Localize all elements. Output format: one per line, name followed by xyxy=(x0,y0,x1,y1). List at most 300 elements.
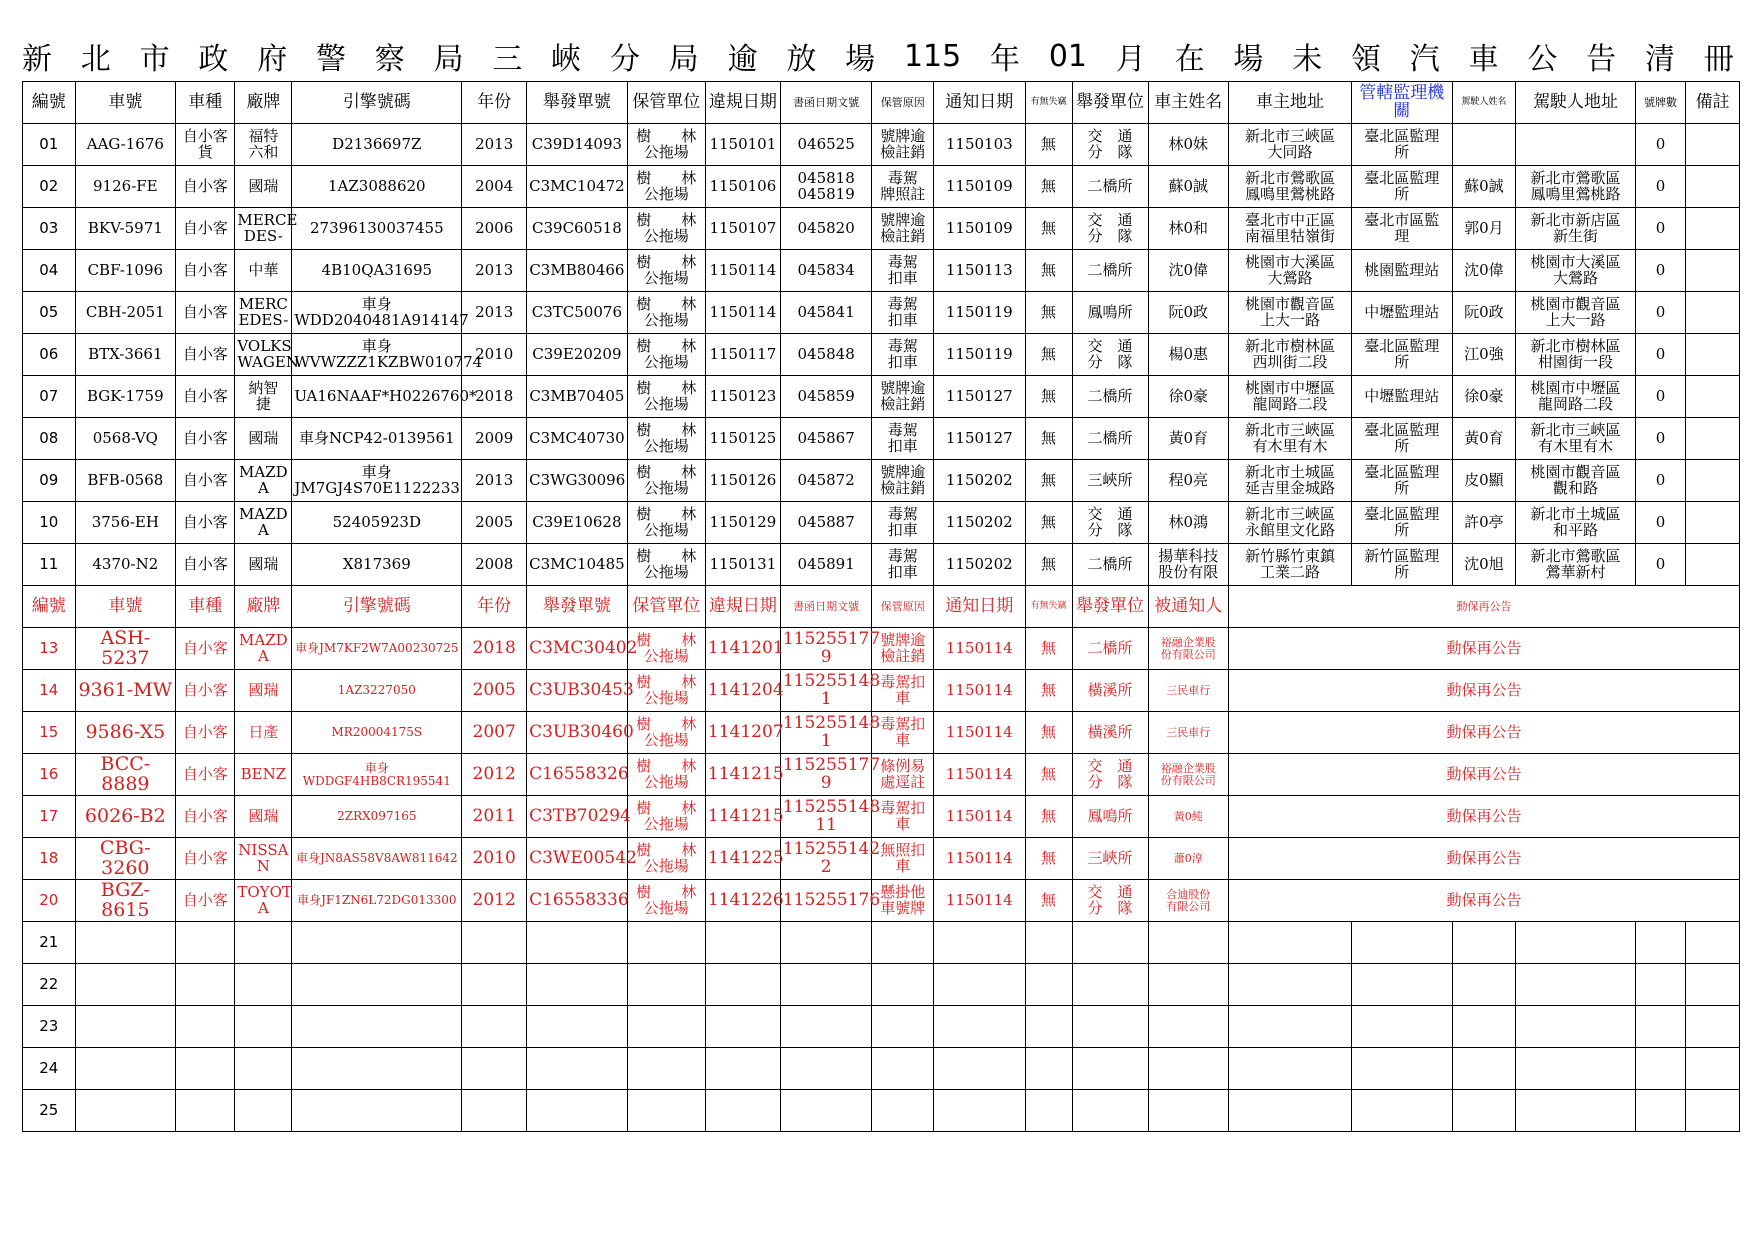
table-cell xyxy=(462,1048,527,1090)
table-cell: 0 xyxy=(1635,250,1685,292)
table-cell xyxy=(292,1006,462,1048)
table-cell: 臺北區監理 所 xyxy=(1351,502,1452,544)
table-cell: 車身 WDD2040481A914147 xyxy=(292,292,462,334)
table-cell: 自小客 xyxy=(176,796,235,838)
table-cell: 新竹縣竹東鎮 工業二路 xyxy=(1229,544,1352,586)
table-cell: 1AZ3088620 xyxy=(292,166,462,208)
table-cell: 舉發單號 xyxy=(527,586,628,628)
table-cell: MR20004175S xyxy=(292,712,462,754)
table-cell xyxy=(1686,544,1740,586)
table-cell xyxy=(1452,1090,1516,1132)
table-cell: 車身JF1ZN6L72DG013300 xyxy=(292,880,462,922)
table-cell: 引擎號碼 xyxy=(292,586,462,628)
table-cell: 新北市三峽區 大同路 xyxy=(1229,124,1352,166)
table-cell: 無 xyxy=(1025,334,1072,376)
table-cell: 1150125 xyxy=(705,418,780,460)
table-cell xyxy=(1516,964,1636,1006)
table-cell: 管轄監理機關 xyxy=(1351,82,1452,124)
table-row xyxy=(23,880,1740,922)
table-cell xyxy=(1452,1048,1516,1090)
table-cell: 自小客 xyxy=(176,208,235,250)
table-cell: 1141215 xyxy=(705,754,780,796)
table-row xyxy=(23,544,1740,586)
table-cell xyxy=(780,964,872,1006)
table-cell: 中壢監理站 xyxy=(1351,376,1452,418)
table-cell: 6026-B2 xyxy=(75,796,176,838)
table-cell xyxy=(1025,922,1072,964)
table-cell: 自小客 xyxy=(176,418,235,460)
table-cell: 無 xyxy=(1025,502,1072,544)
table-cell: 違規日期 xyxy=(705,82,780,124)
table-row xyxy=(23,838,1740,880)
table-cell xyxy=(527,964,628,1006)
table-cell: 桃園市大溪區 大鶯路 xyxy=(1229,250,1352,292)
table-cell: 樹 林 公拖場 xyxy=(627,670,705,712)
table-cell: 中壢監理站 xyxy=(1351,292,1452,334)
table-cell: 2009 xyxy=(462,418,527,460)
table-cell: 無 xyxy=(1025,838,1072,880)
table-cell: C3WG30096 xyxy=(527,460,628,502)
table-cell: 無 xyxy=(1025,460,1072,502)
table-cell xyxy=(75,922,176,964)
table-row xyxy=(23,628,1740,670)
table-cell: 違規日期 xyxy=(705,586,780,628)
table-cell: 新北市土城區 和平路 xyxy=(1516,502,1636,544)
table-cell xyxy=(872,1006,933,1048)
table-cell xyxy=(1072,964,1148,1006)
table-cell: C3WE00542 xyxy=(527,838,628,880)
table-cell: 0 xyxy=(1635,460,1685,502)
table-cell: 廠牌 xyxy=(235,586,292,628)
table-cell xyxy=(75,1006,176,1048)
table-cell xyxy=(705,964,780,1006)
table-cell: 毒駕 扣車 xyxy=(872,418,933,460)
table-header-row xyxy=(23,586,1740,628)
title-char: 汽 xyxy=(1409,42,1440,77)
table-cell: 書函日期文號 xyxy=(780,82,872,124)
table-cell xyxy=(1025,1048,1072,1090)
table-row xyxy=(23,460,1740,502)
table-cell xyxy=(1686,208,1740,250)
table-cell: 動保再公告 xyxy=(1229,712,1740,754)
table-cell: 045848 xyxy=(780,334,872,376)
table-cell: 27396130037455 xyxy=(292,208,462,250)
table-cell: 0 xyxy=(1635,376,1685,418)
table-cell: 蘇0誠 xyxy=(1452,166,1516,208)
table-row xyxy=(23,1006,1740,1048)
table-cell: 樹 林 公拖場 xyxy=(627,418,705,460)
table-cell: 車身JM7KF2W7A00230725 xyxy=(292,628,462,670)
table-cell: 1150109 xyxy=(933,208,1025,250)
table-cell: 車種 xyxy=(176,586,235,628)
table-cell: 16 xyxy=(23,754,76,796)
table-cell: 蘇0誠 xyxy=(1148,166,1228,208)
title-char: 冊 xyxy=(1703,42,1734,77)
table-cell: 05 xyxy=(23,292,76,334)
table-row xyxy=(23,166,1740,208)
table-cell: 1150114 xyxy=(705,250,780,292)
table-cell: 車身NCP42-0139561 xyxy=(292,418,462,460)
table-cell: 樹 林 公拖場 xyxy=(627,250,705,292)
table-cell: 新北市鶯歌區 鶯華新村 xyxy=(1516,544,1636,586)
table-cell xyxy=(1686,334,1740,376)
table-cell xyxy=(1686,1090,1740,1132)
table-cell: 045841 xyxy=(780,292,872,334)
table-cell: 2008 xyxy=(462,544,527,586)
table-cell: 動保再公告 xyxy=(1229,670,1740,712)
table-cell xyxy=(933,922,1025,964)
table-cell: 樹 林 公拖場 xyxy=(627,754,705,796)
table-cell: 0 xyxy=(1635,166,1685,208)
table-cell: 黃0育 xyxy=(1452,418,1516,460)
table-cell: 車號 xyxy=(75,586,176,628)
table-cell: 1141207 xyxy=(705,712,780,754)
table-cell xyxy=(235,922,292,964)
title-char: 公 xyxy=(1527,42,1558,77)
table-cell xyxy=(1229,1090,1352,1132)
table-cell: 自小客 xyxy=(176,292,235,334)
table-cell: 號牌逾 檢註銷 xyxy=(872,376,933,418)
table-row xyxy=(23,208,1740,250)
table-cell xyxy=(872,1090,933,1132)
table-cell: 1150202 xyxy=(933,544,1025,586)
table-cell: 國瑞 xyxy=(235,670,292,712)
title-char: 峽 xyxy=(551,42,582,77)
title-char: 市 xyxy=(139,42,170,77)
title-char: 場 xyxy=(1233,42,1264,77)
table-cell xyxy=(1686,1048,1740,1090)
table-cell: 阮0政 xyxy=(1452,292,1516,334)
table-cell: 1141226 xyxy=(705,880,780,922)
table-cell: 程0亮 xyxy=(1148,460,1228,502)
table-cell xyxy=(1516,922,1636,964)
table-cell: 駕駛人地址 xyxy=(1516,82,1636,124)
table-cell xyxy=(1148,922,1228,964)
title-char: 府 xyxy=(257,42,288,77)
table-cell xyxy=(292,964,462,1006)
table-cell: 舉發單位 xyxy=(1072,586,1148,628)
table-cell: 車種 xyxy=(176,82,235,124)
title-char: 115 xyxy=(903,38,962,74)
table-cell: 國瑞 xyxy=(235,544,292,586)
vehicle-list-table xyxy=(22,81,1740,1132)
table-cell xyxy=(1229,922,1352,964)
table-cell xyxy=(1635,1048,1685,1090)
table-cell: 1150114 xyxy=(705,292,780,334)
table-cell: 4370-N2 xyxy=(75,544,176,586)
table-cell: BTX-3661 xyxy=(75,334,176,376)
table-cell: 臺北區監理 所 xyxy=(1351,334,1452,376)
title-char: 在 xyxy=(1174,42,1205,77)
table-cell: 2007 xyxy=(462,712,527,754)
table-cell: 2010 xyxy=(462,838,527,880)
table-cell xyxy=(1229,1006,1352,1048)
table-cell: 國瑞 xyxy=(235,418,292,460)
table-cell: 沈0偉 xyxy=(1452,250,1516,292)
table-cell xyxy=(292,1090,462,1132)
table-cell: BFB-0568 xyxy=(75,460,176,502)
table-cell: 13 xyxy=(23,628,76,670)
table-row xyxy=(23,754,1740,796)
table-cell: 1150109 xyxy=(933,166,1025,208)
table-cell: 動保再公告 xyxy=(1229,838,1740,880)
table-cell: 自小客 xyxy=(176,460,235,502)
table-cell: 04 xyxy=(23,250,76,292)
table-cell: BCC-8889 xyxy=(75,754,176,796)
table-cell: 車身WDDGF4HB8CR195541 xyxy=(292,754,462,796)
table-cell: 二橋所 xyxy=(1072,544,1148,586)
table-cell: 3756-EH xyxy=(75,502,176,544)
table-cell: 0 xyxy=(1635,208,1685,250)
table-cell: 1150106 xyxy=(705,166,780,208)
table-cell: 樹 林 公拖場 xyxy=(627,124,705,166)
table-cell: 115255148 11 xyxy=(780,796,872,838)
table-cell: 自小客 xyxy=(176,838,235,880)
table-cell: 臺北市中正區 南福里牯嶺街 xyxy=(1229,208,1352,250)
table-cell: 新北市三峽區 永館里文化路 xyxy=(1229,502,1352,544)
table-cell: 二橋所 xyxy=(1072,628,1148,670)
table-cell: 車身 JM7GJ4S70E1122233 xyxy=(292,460,462,502)
table-cell: 無 xyxy=(1025,124,1072,166)
table-cell xyxy=(780,1006,872,1048)
table-cell: 通知日期 xyxy=(933,586,1025,628)
table-cell: 2018 xyxy=(462,376,527,418)
table-cell: D2136697Z xyxy=(292,124,462,166)
table-cell: 樹 林 公拖場 xyxy=(627,502,705,544)
table-row xyxy=(23,418,1740,460)
table-cell: 1141225 xyxy=(705,838,780,880)
table-cell: 揚華科技 股份有限 xyxy=(1148,544,1228,586)
table-cell: 2004 xyxy=(462,166,527,208)
table-cell: 2013 xyxy=(462,460,527,502)
table-cell: 徐0豪 xyxy=(1452,376,1516,418)
table-cell: 納智 捷 xyxy=(235,376,292,418)
table-cell: 01 xyxy=(23,124,76,166)
table-cell: BGK-1759 xyxy=(75,376,176,418)
table-cell xyxy=(705,1090,780,1132)
table-cell: 23 xyxy=(23,1006,76,1048)
title-char: 分 xyxy=(609,42,640,77)
table-cell xyxy=(176,1048,235,1090)
table-cell xyxy=(1516,124,1636,166)
table-cell: 交 通 分 隊 xyxy=(1072,502,1148,544)
table-cell: 交 通 分 隊 xyxy=(1072,208,1148,250)
table-cell: 舉發單號 xyxy=(527,82,628,124)
table-cell: 桃園市中壢區 龍岡路二段 xyxy=(1516,376,1636,418)
table-cell: C39D14093 xyxy=(527,124,628,166)
table-cell xyxy=(1229,964,1352,1006)
table-cell: C3UB30460 xyxy=(527,712,628,754)
table-cell: 20 xyxy=(23,880,76,922)
table-cell: 1150114 xyxy=(933,754,1025,796)
table-cell: 08 xyxy=(23,418,76,460)
table-cell: 1150127 xyxy=(933,418,1025,460)
table-cell: 045867 xyxy=(780,418,872,460)
table-cell: 三峽所 xyxy=(1072,838,1148,880)
table-cell xyxy=(1686,376,1740,418)
table-cell xyxy=(933,1048,1025,1090)
table-cell: BGZ-8615 xyxy=(75,880,176,922)
table-cell: 黃0育 xyxy=(1148,418,1228,460)
table-cell: 無 xyxy=(1025,166,1072,208)
table-cell: UA16NAAF*H0226760* xyxy=(292,376,462,418)
table-cell: 毒駕扣 車 xyxy=(872,796,933,838)
table-cell: TOYOT A xyxy=(235,880,292,922)
table-cell: 0 xyxy=(1635,292,1685,334)
table-cell: C3UB30453 xyxy=(527,670,628,712)
table-row xyxy=(23,1090,1740,1132)
table-row xyxy=(23,292,1740,334)
table-cell xyxy=(1516,1006,1636,1048)
table-cell: 新北市鶯歌區 鳳鳴里鶯桃路 xyxy=(1229,166,1352,208)
table-row xyxy=(23,250,1740,292)
table-cell: 17 xyxy=(23,796,76,838)
table-cell xyxy=(627,922,705,964)
table-cell: 臺北區監理 所 xyxy=(1351,418,1452,460)
table-cell: 1150113 xyxy=(933,250,1025,292)
table-cell: 號牌逾 檢註銷 xyxy=(872,460,933,502)
table-cell: MAZD A xyxy=(235,460,292,502)
table-cell: 0 xyxy=(1635,544,1685,586)
table-cell: 毒駕 扣車 xyxy=(872,334,933,376)
table-cell: 無 xyxy=(1025,292,1072,334)
table-cell: 045887 xyxy=(780,502,872,544)
table-cell xyxy=(292,922,462,964)
table-cell: 9586-X5 xyxy=(75,712,176,754)
table-cell: 0568-VQ xyxy=(75,418,176,460)
table-cell: 樹 林 公拖場 xyxy=(627,796,705,838)
table-cell: C39E10628 xyxy=(527,502,628,544)
table-cell xyxy=(1229,1048,1352,1090)
table-cell: 動保再公告 xyxy=(1229,754,1740,796)
table-cell: C39C60518 xyxy=(527,208,628,250)
table-cell: 車主地址 xyxy=(1229,82,1352,124)
table-cell: 045834 xyxy=(780,250,872,292)
table-cell: 045872 xyxy=(780,460,872,502)
table-cell: 新北市三峽區 有木里有木 xyxy=(1229,418,1352,460)
table-cell xyxy=(1452,1006,1516,1048)
table-cell xyxy=(872,1048,933,1090)
table-cell xyxy=(75,1048,176,1090)
table-cell xyxy=(462,1006,527,1048)
table-cell: 無 xyxy=(1025,250,1072,292)
table-cell xyxy=(1686,418,1740,460)
table-cell: 1150129 xyxy=(705,502,780,544)
table-row xyxy=(23,1048,1740,1090)
table-cell xyxy=(627,964,705,1006)
table-cell: 樹 林 公拖場 xyxy=(627,460,705,502)
table-cell: 樹 林 公拖場 xyxy=(627,334,705,376)
table-cell: 林0妹 xyxy=(1148,124,1228,166)
table-cell: 三民車行 xyxy=(1148,670,1228,712)
table-cell: 自小客貨 xyxy=(176,124,235,166)
table-cell: 樹 林 公拖場 xyxy=(627,208,705,250)
table-cell xyxy=(462,1090,527,1132)
table-cell: 1150114 xyxy=(933,838,1025,880)
table-cell xyxy=(176,922,235,964)
title-char: 局 xyxy=(433,42,464,77)
table-cell xyxy=(1351,922,1452,964)
table-cell: 樹 林 公拖場 xyxy=(627,838,705,880)
table-cell: 15 xyxy=(23,712,76,754)
table-cell: 郭0月 xyxy=(1452,208,1516,250)
table-cell: 阮0政 xyxy=(1148,292,1228,334)
table-cell: C3MC10485 xyxy=(527,544,628,586)
table-cell xyxy=(235,1090,292,1132)
table-cell: 1150117 xyxy=(705,334,780,376)
table-cell: 保管原因 xyxy=(872,586,933,628)
table-cell: 自小客 xyxy=(176,670,235,712)
table-cell: 桃園市中壢區 龍岡路二段 xyxy=(1229,376,1352,418)
table-cell xyxy=(527,1090,628,1132)
table-cell: 自小客 xyxy=(176,628,235,670)
table-row xyxy=(23,712,1740,754)
table-cell xyxy=(75,964,176,1006)
table-cell: 桃園市大溪區 大鶯路 xyxy=(1516,250,1636,292)
table-cell: 日產 xyxy=(235,712,292,754)
table-cell: MAZD A xyxy=(235,628,292,670)
table-cell: 03 xyxy=(23,208,76,250)
table-cell xyxy=(1686,292,1740,334)
table-cell: 樹 林 公拖場 xyxy=(627,292,705,334)
table-cell xyxy=(627,1090,705,1132)
table-cell: 1150131 xyxy=(705,544,780,586)
table-cell: 21 xyxy=(23,922,76,964)
table-row xyxy=(23,124,1740,166)
table-cell: 二橋所 xyxy=(1072,250,1148,292)
table-cell: 毒駕 扣車 xyxy=(872,502,933,544)
table-cell: 桃園市觀音區 上大一路 xyxy=(1229,292,1352,334)
table-row xyxy=(23,334,1740,376)
table-cell: 1150114 xyxy=(933,712,1025,754)
table-cell: 1150114 xyxy=(933,880,1025,922)
table-cell xyxy=(235,1048,292,1090)
table-cell xyxy=(1025,1006,1072,1048)
table-cell: 新北市鶯歌區 鳳鳴里鶯桃路 xyxy=(1516,166,1636,208)
table-cell: 2013 xyxy=(462,250,527,292)
table-cell: 115255177 9 xyxy=(780,628,872,670)
table-cell xyxy=(1635,1006,1685,1048)
table-cell: 駕駛人姓名 xyxy=(1452,82,1516,124)
table-cell: 無 xyxy=(1025,376,1072,418)
page-title xyxy=(22,34,1734,78)
table-cell xyxy=(1072,1006,1148,1048)
table-cell xyxy=(176,964,235,1006)
table-cell: 鳳鳴所 xyxy=(1072,292,1148,334)
table-cell: NISSA N xyxy=(235,838,292,880)
table-cell: 動保再公告 xyxy=(1229,586,1740,628)
table-row xyxy=(23,796,1740,838)
table-cell xyxy=(176,1090,235,1132)
table-cell: CBF-1096 xyxy=(75,250,176,292)
table-cell xyxy=(1351,1006,1452,1048)
table-cell: 通知日期 xyxy=(933,82,1025,124)
table-cell: 2005 xyxy=(462,502,527,544)
table-cell: 2005 xyxy=(462,670,527,712)
table-cell: 號牌數 xyxy=(1635,82,1685,124)
table-cell: 廠牌 xyxy=(235,82,292,124)
table-cell xyxy=(1025,1090,1072,1132)
table-cell: 24 xyxy=(23,1048,76,1090)
table-cell: 新北市土城區 延吉里金城路 xyxy=(1229,460,1352,502)
table-cell: 2018 xyxy=(462,628,527,670)
table-cell: 有無失竊 xyxy=(1025,82,1072,124)
table-cell xyxy=(1686,166,1740,208)
title-char: 年 xyxy=(990,42,1021,77)
table-cell: 046525 xyxy=(780,124,872,166)
table-cell: 自小客 xyxy=(176,880,235,922)
table-cell: 9361-MW xyxy=(75,670,176,712)
